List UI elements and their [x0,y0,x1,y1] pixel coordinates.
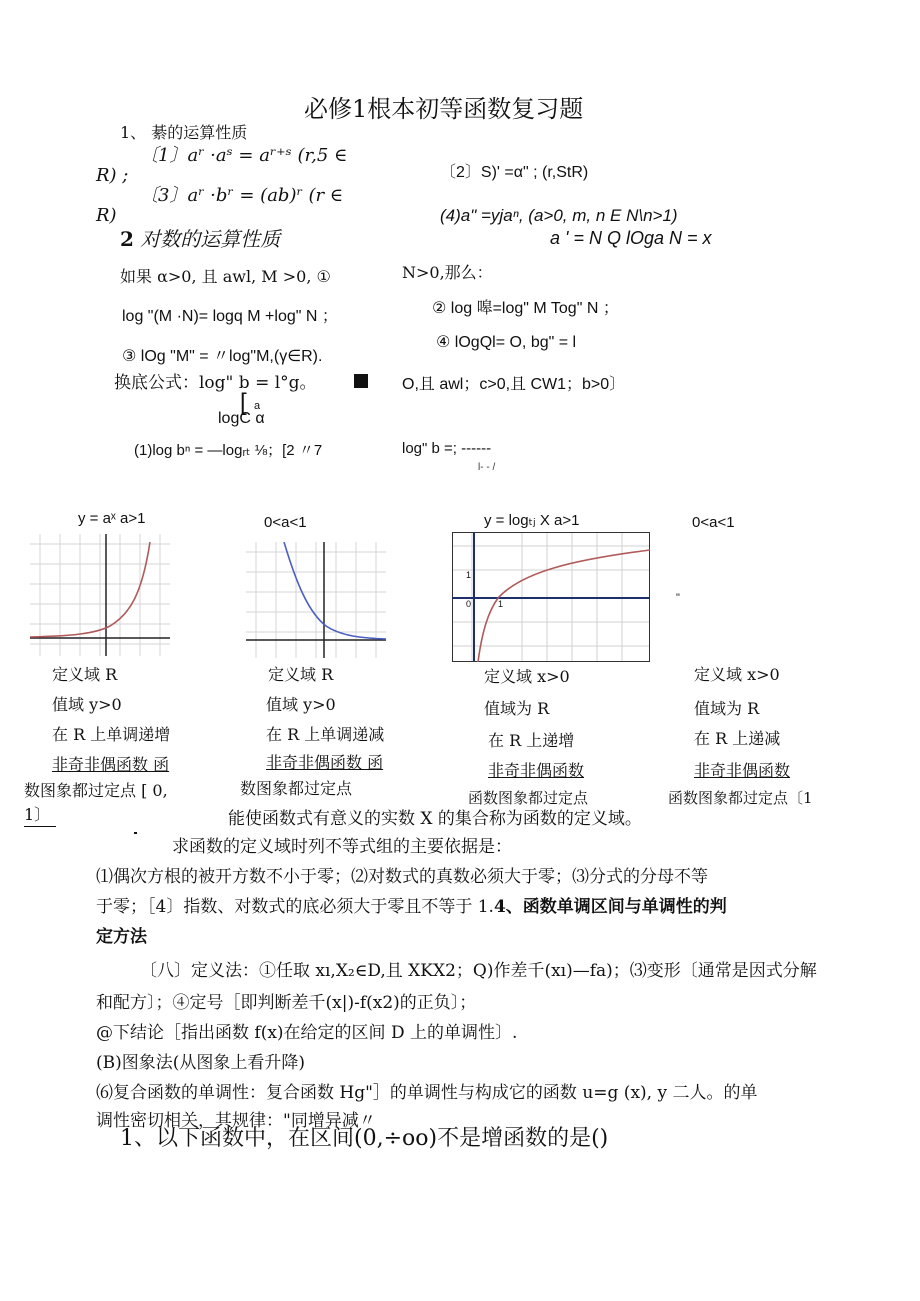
inference-2: log" b =; ------ [402,440,492,457]
section-4-heading: 4、函数单调区间与单调性的判 [493,897,727,917]
base-change-a: a [254,400,261,412]
exponent-rule-3: 〔3〕aʳ ·bʳ = (ab)ʳ (r ∈ [140,185,344,206]
section-1-heading: 1、 綦的运算性质 [120,123,248,142]
graph-2-domain: 定义域 R [268,665,334,684]
graph-3-tick-origin: 0 [466,599,472,609]
graph-2-fixed-point: 数图象都过定点 [240,779,353,798]
graph-2-label: 0<a<1 [264,514,307,531]
base-change-denominator: logC α [218,410,265,427]
log-property-3: ③ lOg "M" = 〃log"M,(γ∈R). [122,348,323,365]
log-property-2: ② log 嗥=log" M Tog" N ； [432,300,619,317]
graph-1-fixed-point-cont: 1〕 [24,805,51,824]
definition-method: 〔八〕定义法：①任取 xı,X₂∈D,且 XKX2；Q)作差千(xı)—fa)；⑶变形〔通常是因式分解 [140,961,817,981]
log-property-1: log "(M ·N)= logq M +log" N ； [122,308,338,325]
exponent-rule-1-cont: R) ; [96,165,129,186]
stray-mark: " [676,592,680,604]
graph-4-fixed-point: 函数图象都过定点〔1 [668,789,813,807]
graph-2-parity: 非奇非偶函数 函 [266,753,384,772]
composite-function-rule-cont: 调性密切相关，其规律："同增异减〃 [96,1111,376,1131]
exponent-rule-4: (4)a" =yjaⁿ, (a>0, m, n E N\n>1) [440,206,678,225]
graph-log-increasing [452,532,650,662]
ink-blot [354,374,368,388]
graph-4-label: 0<a<1 [692,514,735,531]
question-1: 1、以下函数中，在区间(0,÷oo)不是增函数的是() [120,1126,609,1151]
graph-2-monotonic: 在 R 上单调递减 [266,725,385,744]
graph-3-range: 值域为 R [484,699,550,718]
log-condition-cont: N>0,那么： [402,263,493,282]
graph-4-domain: 定义域 x>0 [694,665,780,684]
speck [134,832,137,834]
graph-method: (B)图象法(从图象上看升降) [96,1053,306,1073]
graph-1-parity: 非奇非偶函数 函 [52,755,170,774]
graph-1-monotonic: 在 R 上单调递增 [52,725,171,744]
exponent-rule-3-cont: R) [96,205,117,226]
graph-4-monotonic: 在 R 上递减 [694,729,781,748]
graph-3-tick-y1: 1 [466,570,472,580]
section-2-heading-text: 对数的运算性质 [140,227,281,251]
graph-exp-increasing [30,534,170,656]
graph-3-monotonic: 在 R 上递增 [488,731,575,750]
graph-3-parity: 非奇非偶函数 [488,761,585,780]
graph-3-tick-x1: 1 [498,599,504,609]
graph-1-label: y = aˣ a>1 [78,510,146,527]
inference-2-fragment: l- - / [478,462,496,473]
log-property-4: ④ lOgQl= O, bg" = l [436,334,577,351]
domain-rules-line-1: ⑴偶次方根的被开方数不小于零；⑵对数式的真数必须大于零；⑶分式的分母不等 [96,867,708,887]
underline-fragment [24,826,56,827]
monotonic-conclusion: @下结论［指出函数 f(x)在给定的区间 D 上的单调性〕. [96,1023,518,1043]
composite-function-rule: ⑹复合函数的单调性：复合函数 Hg"］的单调性与构成它的函数 u=g (x), y 二人。的单 [96,1083,758,1103]
page-title: 必修1根本初等函数复习题 [304,95,584,123]
inference-1: (1)log bⁿ = —logᵣₜ ⅛；[2 〃7 [134,442,323,459]
graph-3-fixed-point: 函数图象都过定点 [468,789,589,807]
domain-rules-line-2 [96,898,727,918]
fraction-bracket: [ [240,389,247,416]
graph-1-range: 值域 y>0 [52,695,122,714]
base-change-conditions: O,且 awl；c>0,且 CW1；b>0〕 [402,376,626,393]
graph-3-domain: 定义域 x>0 [484,667,570,686]
domain-basis: 求函数的定义域时列不等式组的主要依据是： [172,837,512,857]
log-definition: a ' = N Q lOga N = x [550,228,712,248]
graph-4-range: 值域为 R [694,699,760,718]
graph-3-label: y = logₜⱼ X a>1 [484,512,580,529]
graph-exp-decreasing [246,542,386,658]
section-2-heading: 2 对数的运算性质 [120,227,281,251]
section-4-heading-cont: 定方法 [96,927,147,947]
domain-definition: 能使函数式有意义的实数 X 的集合称为函数的定义域。 [228,809,642,829]
graph-1-fixed-point: 数图象都过定点 [ 0, [24,781,168,800]
log-condition: 如果 α>0, 且 awl, M >0, ① [120,267,331,286]
exponent-rule-2: 〔2〕S)' =α" ; (r,StR) [440,164,589,181]
exponent-rule-1: 〔1〕aʳ ·aˢ = aʳ⁺ˢ (r,5 ∈ [140,145,348,166]
graph-2-range: 值域 y>0 [266,695,336,714]
domain-rules-line-2-text: 于零；［4〕指数、对数式的底必须大于零且不等于 1. [96,897,494,917]
graph-1-domain: 定义域 R [52,665,118,684]
graph-4-parity: 非奇非偶函数 [694,761,791,780]
definition-method-cont: 和配方〕；④定号［即判断差千(x|)-f(x2)的正负〕； [96,993,477,1013]
base-change-formula: 换底公式：log" b = l°g。 [114,373,317,393]
